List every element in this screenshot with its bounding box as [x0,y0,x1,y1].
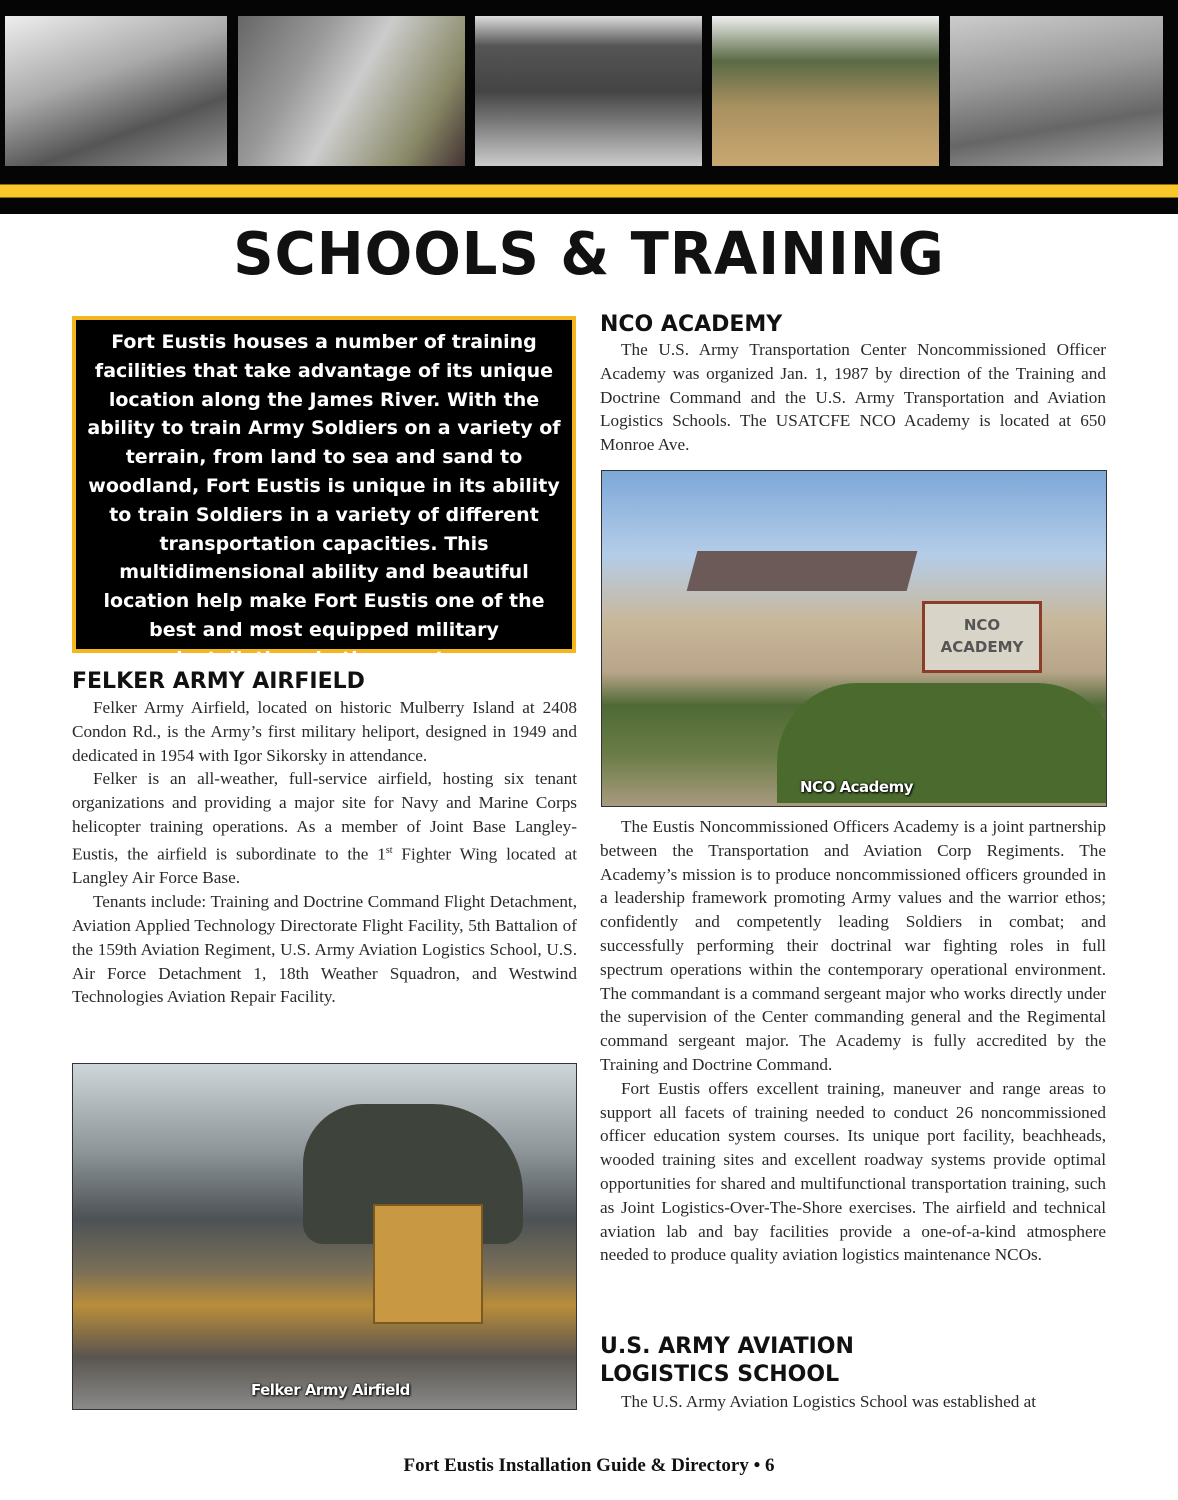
sign-text: NCO [963,616,1001,634]
photo-caption: Felker Army Airfield [251,1381,410,1399]
nco-body-2 [600,815,1106,1267]
text: Felker is an all-weather, full-service airfield, hosting six tenant organizations and providing a major site for Navy and Marine Corps helicopter training operations. As a member of Joint Base Langley-Eustis, the airfield is subordinate to the 1 [72,769,577,864]
soldiers-charging-photo [5,16,227,166]
paragraph: The U.S. Army Aviation Logistics School was established at [621,1392,1036,1411]
sign-text: ACADEMY [940,638,1024,656]
paragraph: Felker Army Airfield, located on historic Mulberry Island at 2408 Condon Rd., is the Army’s first military heliport, designed in 1949 and dedicated in 1954 with Igor Sikorsky in attendance. [72,698,577,765]
balloon-crew-photo [950,16,1163,166]
soldiers-running-photo [712,16,939,166]
text: Fighter Wing located at Langley Air Force Base. [72,844,577,888]
heading-line: LOGISTICS SCHOOL [600,1362,840,1387]
army-locomotive-photo [475,16,702,166]
paragraph: Fort Eustis offers excellent training, maneuver and range areas to support all facets of training needed to conduct 26 noncommissioned officer education system courses. Its unique port facility, beachheads, wooded training sites and excellent roadway systems provide optimal opportunities for shared and multifunctional transportation training, such as Joint Logistics-Over-The-Shore exercises. The airfield and technical aviation lab and bay facilities provide a one-of-a-kind atmosphere needed to produce quality aviation logistics maintenance NCOs. [600,1078,1106,1265]
paragraph [72,767,577,890]
nco-heading: NCO ACADEMY [600,312,783,337]
roof-shape [687,551,918,591]
page-title: SCHOOLS & TRAINING [233,220,945,289]
cart-shape [373,1204,483,1324]
heading-line: U.S. ARMY AVIATION [600,1334,854,1359]
paragraph: The U.S. Army Transportation Center Noncommissioned Officer Academy was organized Jan. 1, 1987 by direction of the Training and Doctrine Command and the U.S. Army Transportation and Aviation Logistics Schools. The USATCFE NCO Academy is located at 650 Monroe Ave. [600,340,1106,455]
nco-academy-photo [601,470,1107,807]
photo-caption: NCO Academy [800,778,913,796]
nco-body-1 [600,338,1106,457]
soldier-cooking-photo [238,16,465,166]
paragraph: Tenants include: Training and Doctrine Command Flight Detachment, Aviation Applied Technology Directorate Flight Facility, 5th Battalion of the 159th Aviation Regiment, U.S. Army Aviation Logistics School, U.S. Air Force Detachment 1, 18th Weather Squadron, and Westwind Technologies Aviation Repair Facility. [72,892,577,1007]
intro-callout: Fort Eustis houses a number of training facilities that take advantage of its unique location along the James River. With the ability to train Army Soldiers on a variety of terrain, from land to sea and sand to woodland, Fort Eustis is unique in its ability to train Soldiers in a variety of different transportation capacities. This multidimensional ability and beautiful location help make Fort Eustis one of the best and most equipped military installations in the country. [72,316,576,653]
paragraph: The Eustis Noncommissioned Officers Academy is a joint partnership between the Transportation and Aviation Corp Regiments. The Academy’s mission is to produce noncommissioned officers grounded in a leadership framework promoting Army values and the warrior ethos; confidently and competently leading Soldiers in combat; and successfully performing their doctrinal war fighting roles in full spectrum operations within the contemporary operational environment. The commandant is a command sergeant major who works directly under the supervision of the Center commanding general and the Regimental command sergeant major. The Academy is fully accredited by the Training and Doctrine Command. [600,817,1106,1074]
avlog-body [600,1390,1106,1414]
gold-stripe [0,184,1178,198]
felker-airfield-photo [72,1063,577,1410]
nco-sign [922,601,1042,673]
felker-heading: FELKER ARMY AIRFIELD [72,669,365,694]
page-footer: Fort Eustis Installation Guide & Directory • 6 [403,1455,775,1476]
avlog-heading [600,1333,854,1389]
felker-body [72,696,577,1009]
superscript: st [385,844,393,856]
